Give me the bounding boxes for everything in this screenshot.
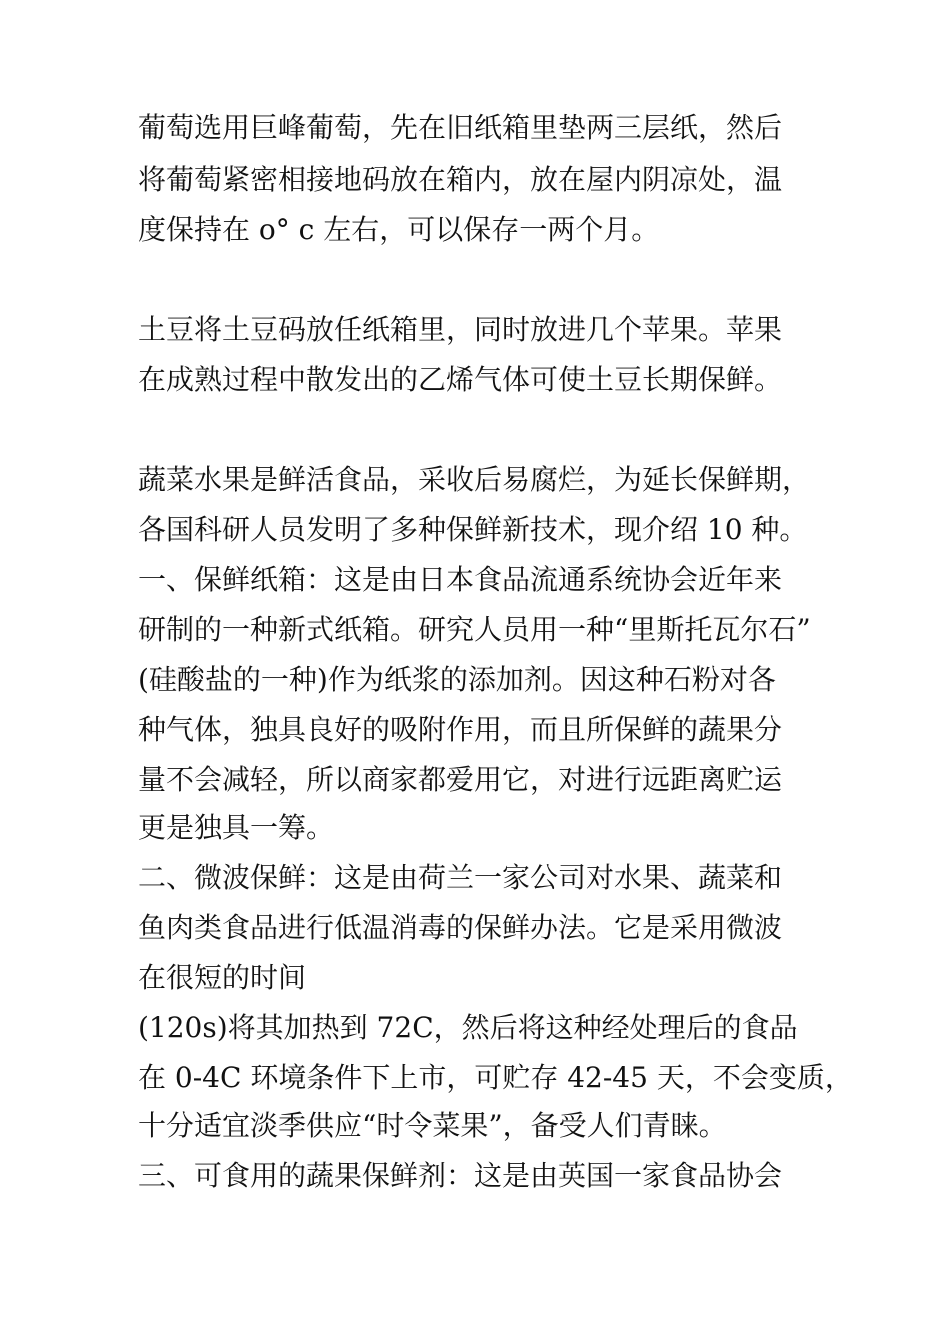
- text-line: 度保持在 o° c 左右，可以保存一两个月。: [138, 213, 660, 246]
- text-line: 三、可食用的蔬果保鲜剂：这是由英国一家食品协会: [138, 1159, 783, 1192]
- text-line: 各国科研人员发明了多种保鲜新技术，现介绍 10 种。: [138, 513, 808, 546]
- text-line: 种气体，独具良好的吸附作用，而且所保鲜的蔬果分: [138, 713, 783, 746]
- text-line: 十分适宜淡季供应“时令菜果”，备受人们青睐。: [138, 1109, 727, 1142]
- text-line: 更是独具一筹。: [138, 811, 335, 844]
- text-line: 葡萄选用巨峰葡萄，先在旧纸箱里垫两三层纸，然后: [138, 111, 783, 144]
- text-line: 量不会减轻，所以商家都爱用它，对进行远距离贮运: [138, 763, 783, 796]
- text-line: 研制的一种新式纸箱。研究人员用一种“里斯托瓦尔石”: [138, 613, 811, 646]
- text-line: (120s)将其加热到 72C，然后将这种经处理后的食品: [138, 1011, 798, 1044]
- text-line: (硅酸盐的一种)作为纸浆的添加剂。因这种石粉对各: [138, 663, 776, 696]
- text-line: 二、微波保鲜：这是由荷兰一家公司对水果、蔬菜和: [138, 861, 783, 894]
- text-line: 鱼肉类食品进行低温消毒的保鲜办法。它是采用微波: [138, 911, 783, 944]
- text-line: 在很短的时间: [138, 961, 307, 994]
- text-line: 将葡萄紧密相接地码放在箱内，放在屋内阴凉处，温: [138, 163, 783, 196]
- text-line: 蔬菜水果是鲜活食品，采收后易腐烂，为延长保鲜期，: [138, 463, 811, 496]
- text-line: 土豆将土豆码放任纸箱里，同时放进几个苹果。苹果: [138, 313, 783, 346]
- text-line: 在成熟过程中散发出的乙烯气体可使土豆长期保鲜。: [138, 363, 783, 396]
- text-line: 一、保鲜纸箱：这是由日本食品流通系统协会近年来: [138, 563, 783, 596]
- text-line: 在 0-4C 环境条件下上市，可贮存 42-45 天，不会变质，: [138, 1061, 853, 1094]
